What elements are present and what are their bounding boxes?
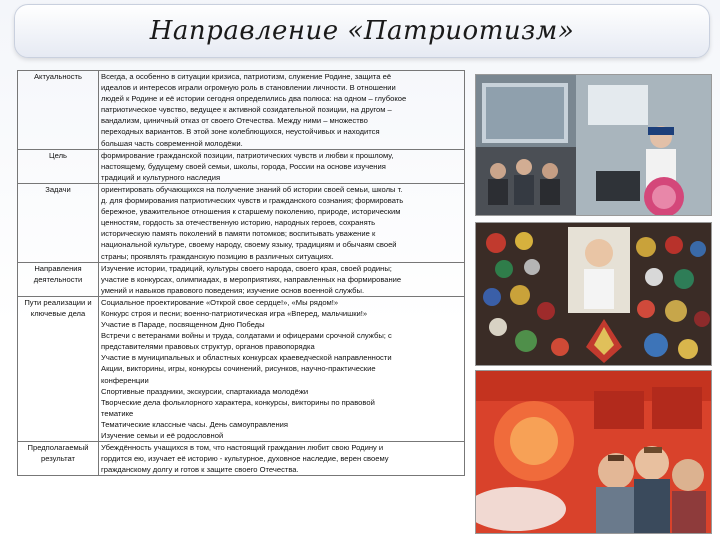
content-line: традиций и культурного наследия (101, 172, 221, 182)
table-row (18, 71, 465, 150)
row-content (99, 71, 465, 150)
content-line: Акции, викторины, игры, конкурсы сочинений, рисунков, научно-практические (101, 364, 376, 374)
content-line: Изучение истории, традиций, культуры своего народа, своего края, своей родины; (101, 263, 392, 273)
table-row (18, 183, 465, 262)
title-banner (14, 4, 710, 58)
content-line: историческую память поколений в памяти потомков; воспитывать уважение к (101, 229, 376, 239)
table-row (18, 442, 465, 476)
photo-children-museum (475, 370, 712, 534)
patriotism-table (17, 70, 465, 476)
content-line: Творческие дела фольклорного характера, конкурсы, викторины по правовой (101, 397, 375, 407)
page-title: Направление «Патриотизм» (149, 16, 575, 46)
content-line: Убеждённость учащихся в том, что настоящий гражданин любит свою Родину и (101, 443, 384, 453)
content-line: Конкурс строя и песни; военно-патриотическая игра «Вперед, мальчишки!» (101, 308, 368, 318)
content-line: Изучение семьи и её родословной (101, 431, 224, 440)
content-line: большая часть современной молодёжи. (101, 138, 243, 148)
row-label: Пути реализации и ключевые дела (18, 296, 99, 441)
row-label: Задачи (18, 183, 99, 262)
content-line: умений и навыков правового поведения; изучение основ военной службы. (101, 285, 365, 295)
content-line: ценностям, гордость за отечественную историю, народных героев, сохранять (101, 218, 376, 228)
row-content (99, 183, 465, 262)
content-line: бережное, уважительное отношения к старшему поколению, природе, историческим (101, 207, 401, 217)
content-line: национальной культуре, своему народу, своему языку, традициям и обычаям своей (101, 240, 397, 250)
content-line: настоящему, будущему своей семьи, школы, города, России на основе изучения (101, 161, 386, 171)
row-label: Предполагаемый результат (18, 442, 99, 476)
content-line: Тематические классные часы. День самоуправления (101, 419, 289, 429)
content-line: ориентировать обучающихся на получение знаний об истории своей семьи, школы т. (101, 184, 403, 194)
content-line: гражданскому долгу и готов к защите своего Отечества. (101, 465, 299, 475)
table-row (18, 262, 465, 296)
content-line: Встречи с ветеранами войны и труда, солдатами и офицерами срочной службы; с (101, 331, 392, 341)
photo-classroom-presentation (475, 74, 712, 216)
row-content (99, 442, 465, 476)
table-row (18, 296, 465, 441)
content-line: переходных вариантов. В этой зоне колеблющихся, неустойчивых и находится (101, 127, 380, 137)
table-body (18, 71, 465, 476)
row-content (99, 262, 465, 296)
content-line: формирование гражданской позиции, патриотических чувств и любви к прошлому, (101, 150, 394, 160)
content-line: конференции (101, 375, 149, 385)
content-line: гордится ею, изучает её историю - культурное, духовное наследие, верен своему (101, 454, 389, 464)
content-line: Участие в Параде, посвященном Дню Победы (101, 320, 265, 330)
photo-badges-collection (475, 222, 712, 366)
content-line: идеалов и интересов играли огромную роль в становлении личности. В отношении (101, 83, 396, 93)
content-line: вандализм, циничный отказ от своего Отечества. Между ними – множество (101, 116, 368, 126)
row-label: Направления деятельности (18, 262, 99, 296)
row-label: Актуальность (18, 71, 99, 150)
content-line: страны; проявлять гражданскую позицию в различных ситуациях. (101, 251, 334, 261)
row-content (99, 149, 465, 183)
content-line: Участие в муниципальных и областных конкурсах краеведческой направленности (101, 353, 392, 363)
content-line: патриотическое чувство, ведущее к активной созидательной позиции, на другом – (101, 105, 392, 115)
row-label: Цель (18, 149, 99, 183)
content-line: д. для формирования патриотических чувств и гражданского сознания; формировать (101, 196, 404, 206)
table-row (18, 149, 465, 183)
content-line: тематике (101, 408, 134, 418)
row-content (99, 296, 465, 441)
content-line: Спортивные праздники, экскурсии, спартакиада молодёжи (101, 386, 309, 396)
content-line: представителями правовых структур, органов правопорядка (101, 342, 315, 352)
content-line: Всегда, а особенно в ситуации кризиса, патриотизм, служение Родине, защита её (101, 72, 392, 81)
content-line: людей к Родине и её истории сегодня определились два полюса: на одном – глубокое (101, 94, 407, 104)
content-line: Социальное проектирование «Открой свое сердце!», «Мы рядом!» (101, 297, 339, 307)
content-line: участие в конкурсах, олимпиадах, в мероприятиях, направленных на формирование (101, 274, 402, 284)
